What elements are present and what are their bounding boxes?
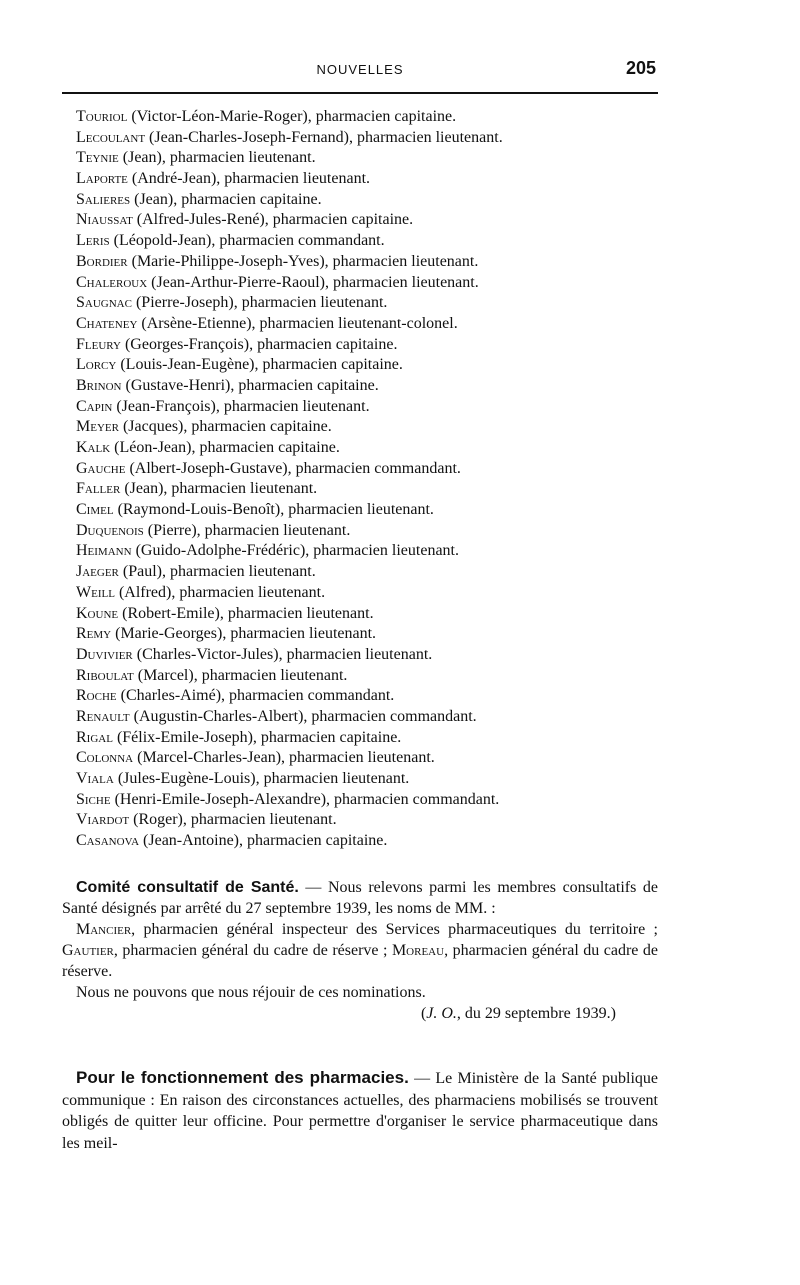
officer-details: (Marcel-Charles-Jean), pharmacien lieutenant. [133,749,435,767]
citation-open: ( [420,1005,427,1022]
pour-text: — Le Ministère de la Santé publique communique : En raison des circonstances actuelles, des pharmaciens mobilisés se trouvent obligés de quitter leur officine. Pour permettre d'organiser le service pharmaceutique dans les meil- [62,1070,658,1152]
officer-details: (Louis-Jean-Eugène), pharmacien capitaine. [116,356,403,374]
officer-surname: Rigal [76,728,113,746]
officer-details: (Léon-Jean), pharmacien capitaine. [110,439,340,456]
nomination-entry [76,397,656,418]
nomination-entry [76,686,656,707]
officer-details: (Jean), pharmacien lieutenant. [118,149,316,167]
comite-closing-paragraph: Nous ne pouvons que nous réjouir de ces nominations. [76,984,426,1001]
running-head: NOUVELLES [316,62,404,77]
pour-section-title: Pour le fonctionnement des pharmacies. [76,1068,409,1087]
nomination-entry [76,107,656,128]
header-rule [62,92,658,94]
nomination-entry [76,252,656,273]
officer-details: (Charles-Aimé), pharmacien commandant. [116,687,395,705]
nomination-entry [76,831,656,852]
nomination-entry [76,728,656,749]
nomination-entry [76,645,656,666]
officer-surname: Capin [76,397,113,415]
officer-surname: Teynie [76,149,119,167]
section-fonctionnement-pharmacies [62,1067,658,1154]
officer-details: (Félix-Emile-Joseph), pharmacien capitaine. [112,728,402,746]
officer-surname: Brinon [76,376,122,394]
pour-paragraph [62,1067,658,1154]
officer-surname: Remy [76,625,112,643]
nomination-entry [76,583,656,604]
officer-surname: Casanova [76,832,140,850]
officer-details: (Jean), pharmacien lieutenant. [120,480,318,498]
page-number: 205 [625,58,656,78]
officer-surname: Koune [76,604,119,622]
officer-details: (Jean-Charles-Joseph-Fernand), pharmacien lieutenant. [145,128,503,146]
officer-details: (Marie-Georges), pharmacien lieutenant. [111,625,377,643]
officer-surname: Faller [76,480,121,498]
nomination-entry [76,604,656,625]
officer-details: (Léopold-Jean), pharmacien commandant. [109,232,385,250]
officer-details: (Jules-Eugène-Louis), pharmacien lieutenant. [113,770,410,787]
officer-surname: Jaeger [76,563,119,581]
officer-surname: Lorcy [76,356,117,374]
officer-surname: Fleury [76,335,121,353]
officer-details: (Marie-Philippe-Joseph-Yves), pharmacien lieutenant. [127,252,479,270]
nomination-entry [76,624,656,645]
nomination-list [76,107,656,852]
page-header [62,58,658,88]
nomination-entry [76,541,656,562]
citation-date: , du 29 septembre 1939.) [456,1005,616,1022]
officer-details: (Jacques), pharmacien capitaine. [118,418,332,436]
officer-surname: Renault [76,707,130,725]
officer-details: (Paul), pharmacien lieutenant. [118,563,316,581]
comite-intro-paragraph [62,877,658,919]
officer-surname: Bordier [76,252,128,270]
nomination-entry [76,169,656,190]
officer-surname: Gauche [76,459,126,477]
officer-surname: Meyer [76,418,119,436]
comite-intro-text: — Nous relevons parmi les membres consultatifs de Santé désignés par arrêté du 27 septembre 1939, les noms de MM. : [62,879,659,917]
officer-surname: Salieres [76,190,131,208]
officer-surname: Kalk [76,439,111,456]
officer-details: (Augustin-Charles-Albert), pharmacien commandant. [129,707,477,725]
officer-details: (André-Jean), pharmacien lieutenant. [127,170,371,188]
officer-details: (Victor-Léon-Marie-Roger), pharmacien capitaine. [127,108,457,125]
nomination-entry [76,293,656,314]
officer-details: (Pierre), pharmacien lieutenant. [143,521,351,539]
nomination-entry [76,376,656,397]
comite-members-paragraph [62,919,658,982]
officer-details: (Alfred-Jules-René), pharmacien capitaine. [132,211,414,229]
officer-details: (Raymond-Louis-Benoît), pharmacien lieutenant. [113,501,434,519]
comite-section-title: Comité consultatif de Santé. [76,879,299,896]
officer-details: (Roger), pharmacien lieutenant. [129,811,337,829]
officer-surname: Riboulat [76,666,134,684]
officer-surname: Niaussat [76,211,133,229]
officer-details: (Jean-Antoine), pharmacien capitaine. [139,832,388,850]
nomination-entry [76,438,656,459]
nomination-entry [76,479,656,500]
nomination-entry [76,748,656,769]
officer-details: (Henri-Emile-Joseph-Alexandre), pharmacien commandant. [110,790,500,808]
nomination-entry [76,128,656,149]
officer-details: (Arsène-Etienne), pharmacien lieutenant-colonel. [137,314,458,332]
officer-surname: Leris [76,232,110,250]
officer-surname: Duvivier [76,645,133,663]
citation-journal: J. O. [426,1005,457,1022]
officer-surname: Viala [76,770,114,787]
officer-surname: Roche [76,687,117,705]
officer-details: (Robert-Emile), pharmacien lieutenant. [118,604,374,622]
officer-surname: Weill [76,583,115,601]
officer-surname: Touriol [76,108,128,125]
member-text-mancier: , pharmacien général inspecteur des Services pharmaceutiques du territoire ; [131,921,658,938]
nomination-entry [76,790,656,811]
officer-surname: Cimel [76,501,114,519]
officer-details: (Jean-François), pharmacien lieutenant. [112,397,370,415]
officer-details: (Jean), pharmacien capitaine. [130,190,322,208]
officer-surname: Laporte [76,170,128,188]
officer-details: (Alfred), pharmacien lieutenant. [114,583,326,601]
officer-details: (Charles-Victor-Jules), pharmacien lieutenant. [132,645,433,663]
comite-citation [62,1003,658,1024]
officer-details: (Albert-Joseph-Gustave), pharmacien commandant. [125,459,461,477]
officer-surname: Siche [76,790,111,808]
officer-surname: Duquenois [76,521,144,539]
nomination-entry [76,314,656,335]
nomination-entry [76,210,656,231]
nomination-entry [76,273,656,294]
nomination-entry [76,231,656,252]
section-comite-consultatif [62,877,658,1024]
officer-surname: Colonna [76,749,134,767]
member-text-moreau: , pharmacien général du cadre de réserve. [62,942,659,980]
officer-surname: Chateney [76,314,138,332]
officer-details: (Pierre-Joseph), pharmacien lieutenant. [131,294,388,312]
nomination-entry [76,335,656,356]
nomination-entry [76,148,656,169]
nomination-entry [76,707,656,728]
officer-details: (Marcel), pharmacien lieutenant. [133,666,348,684]
officer-details: (Gustave-Henri), pharmacien capitaine. [121,376,379,394]
nomination-entry [76,810,656,831]
officer-details: (Georges-François), pharmacien capitaine. [120,335,398,353]
officer-details: (Jean-Arthur-Pierre-Raoul), pharmacien lieutenant. [147,273,479,291]
nomination-entry [76,355,656,376]
officer-surname: Chaleroux [76,273,148,291]
nomination-entry [76,521,656,542]
member-name-moreau: Moreau [391,942,445,959]
nomination-entry [76,417,656,438]
member-name-mancier: Mancier [76,921,132,938]
nomination-entry [76,562,656,583]
nomination-entry [76,459,656,480]
officer-surname: Saugnac [76,294,132,312]
officer-surname: Heimann [76,542,132,560]
member-text-gautier: , pharmacien général du cadre de réserve ; [113,942,392,959]
officer-details: (Guido-Adolphe-Frédéric), pharmacien lieutenant. [131,542,459,560]
officer-surname: Viardot [76,811,130,829]
nomination-entry [76,666,656,687]
member-name-gautier: Gautier [62,942,114,959]
nomination-entry [76,190,656,211]
nomination-entry [76,769,656,790]
officer-surname: Lecoulant [76,128,146,146]
nomination-entry [76,500,656,521]
